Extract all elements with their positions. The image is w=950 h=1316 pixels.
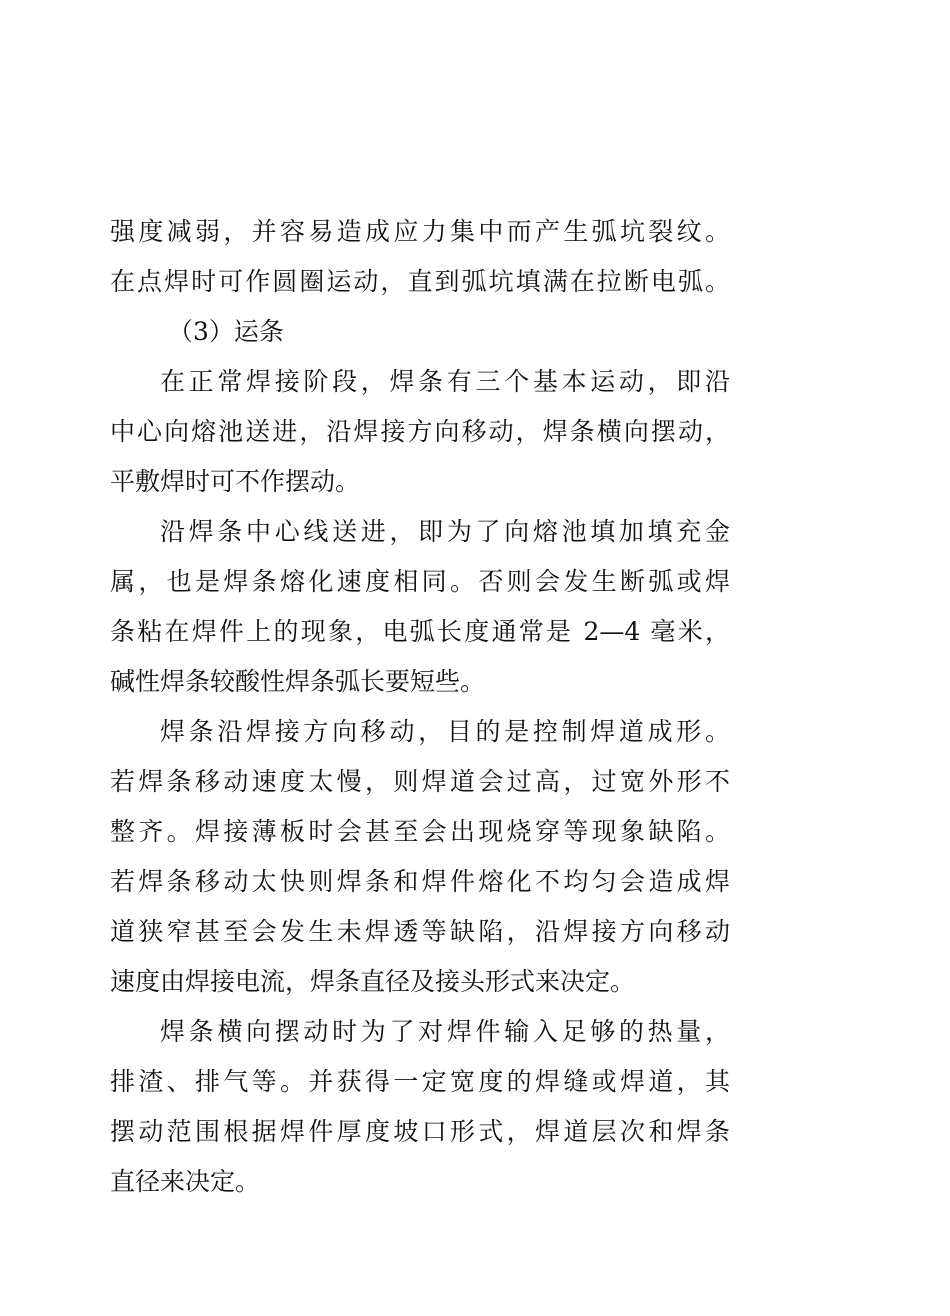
text-line: 在点焊时可作圆圈运动，直到弧坑填满在拉断电弧。 <box>110 267 730 296</box>
text-line: 在正常焊接阶段，焊条有三个基本运动，即沿 <box>160 367 730 396</box>
text-line: 焊条沿焊接方向移动，目的是控制焊道成形。 <box>160 717 730 746</box>
text-line: 焊条横向摆动时为了对焊件输入足够的热量， <box>160 1017 730 1046</box>
text-line: 条粘在焊件上的现象，电弧长度通常是 2—4 毫米， <box>110 617 730 646</box>
text-line: 摆动范围根据焊件厚度坡口形式，焊道层次和焊条 <box>110 1117 730 1146</box>
text-line: 强度减弱，并容易造成应力集中而产生弧坑裂纹。 <box>110 217 730 246</box>
text-line: 道狭窄甚至会发生未焊透等缺陷，沿焊接方向移动 <box>110 917 730 946</box>
text-line: 整齐。焊接薄板时会甚至会出现烧穿等现象缺陷。 <box>110 817 730 846</box>
text-line: 碱性焊条较酸性焊条弧长要短些。 <box>110 667 486 696</box>
text-line: 沿焊条中心线送进，即为了向熔池填加填充金 <box>160 517 730 546</box>
text-line: 属，也是焊条熔化速度相同。否则会发生断弧或焊 <box>110 567 730 596</box>
text-line: 若焊条移动太快则焊条和焊件熔化不均匀会造成焊 <box>110 867 730 896</box>
text-line: 速度由焊接电流，焊条直径及接头形式来决定。 <box>110 967 636 996</box>
text-line: 平敷焊时可不作摆动。 <box>110 467 361 496</box>
text-line: 排渣、排气等。并获得一定宽度的焊缝或焊道，其 <box>110 1067 730 1096</box>
text-line: 若焊条移动速度太慢，则焊道会过高，过宽外形不 <box>110 767 730 796</box>
section-heading: （3）运条 <box>168 317 284 346</box>
text-line: 中心向熔池送进，沿焊接方向移动，焊条横向摆动， <box>110 417 730 446</box>
document-body <box>110 207 730 1207</box>
text-line: 直径来决定。 <box>110 1167 261 1196</box>
